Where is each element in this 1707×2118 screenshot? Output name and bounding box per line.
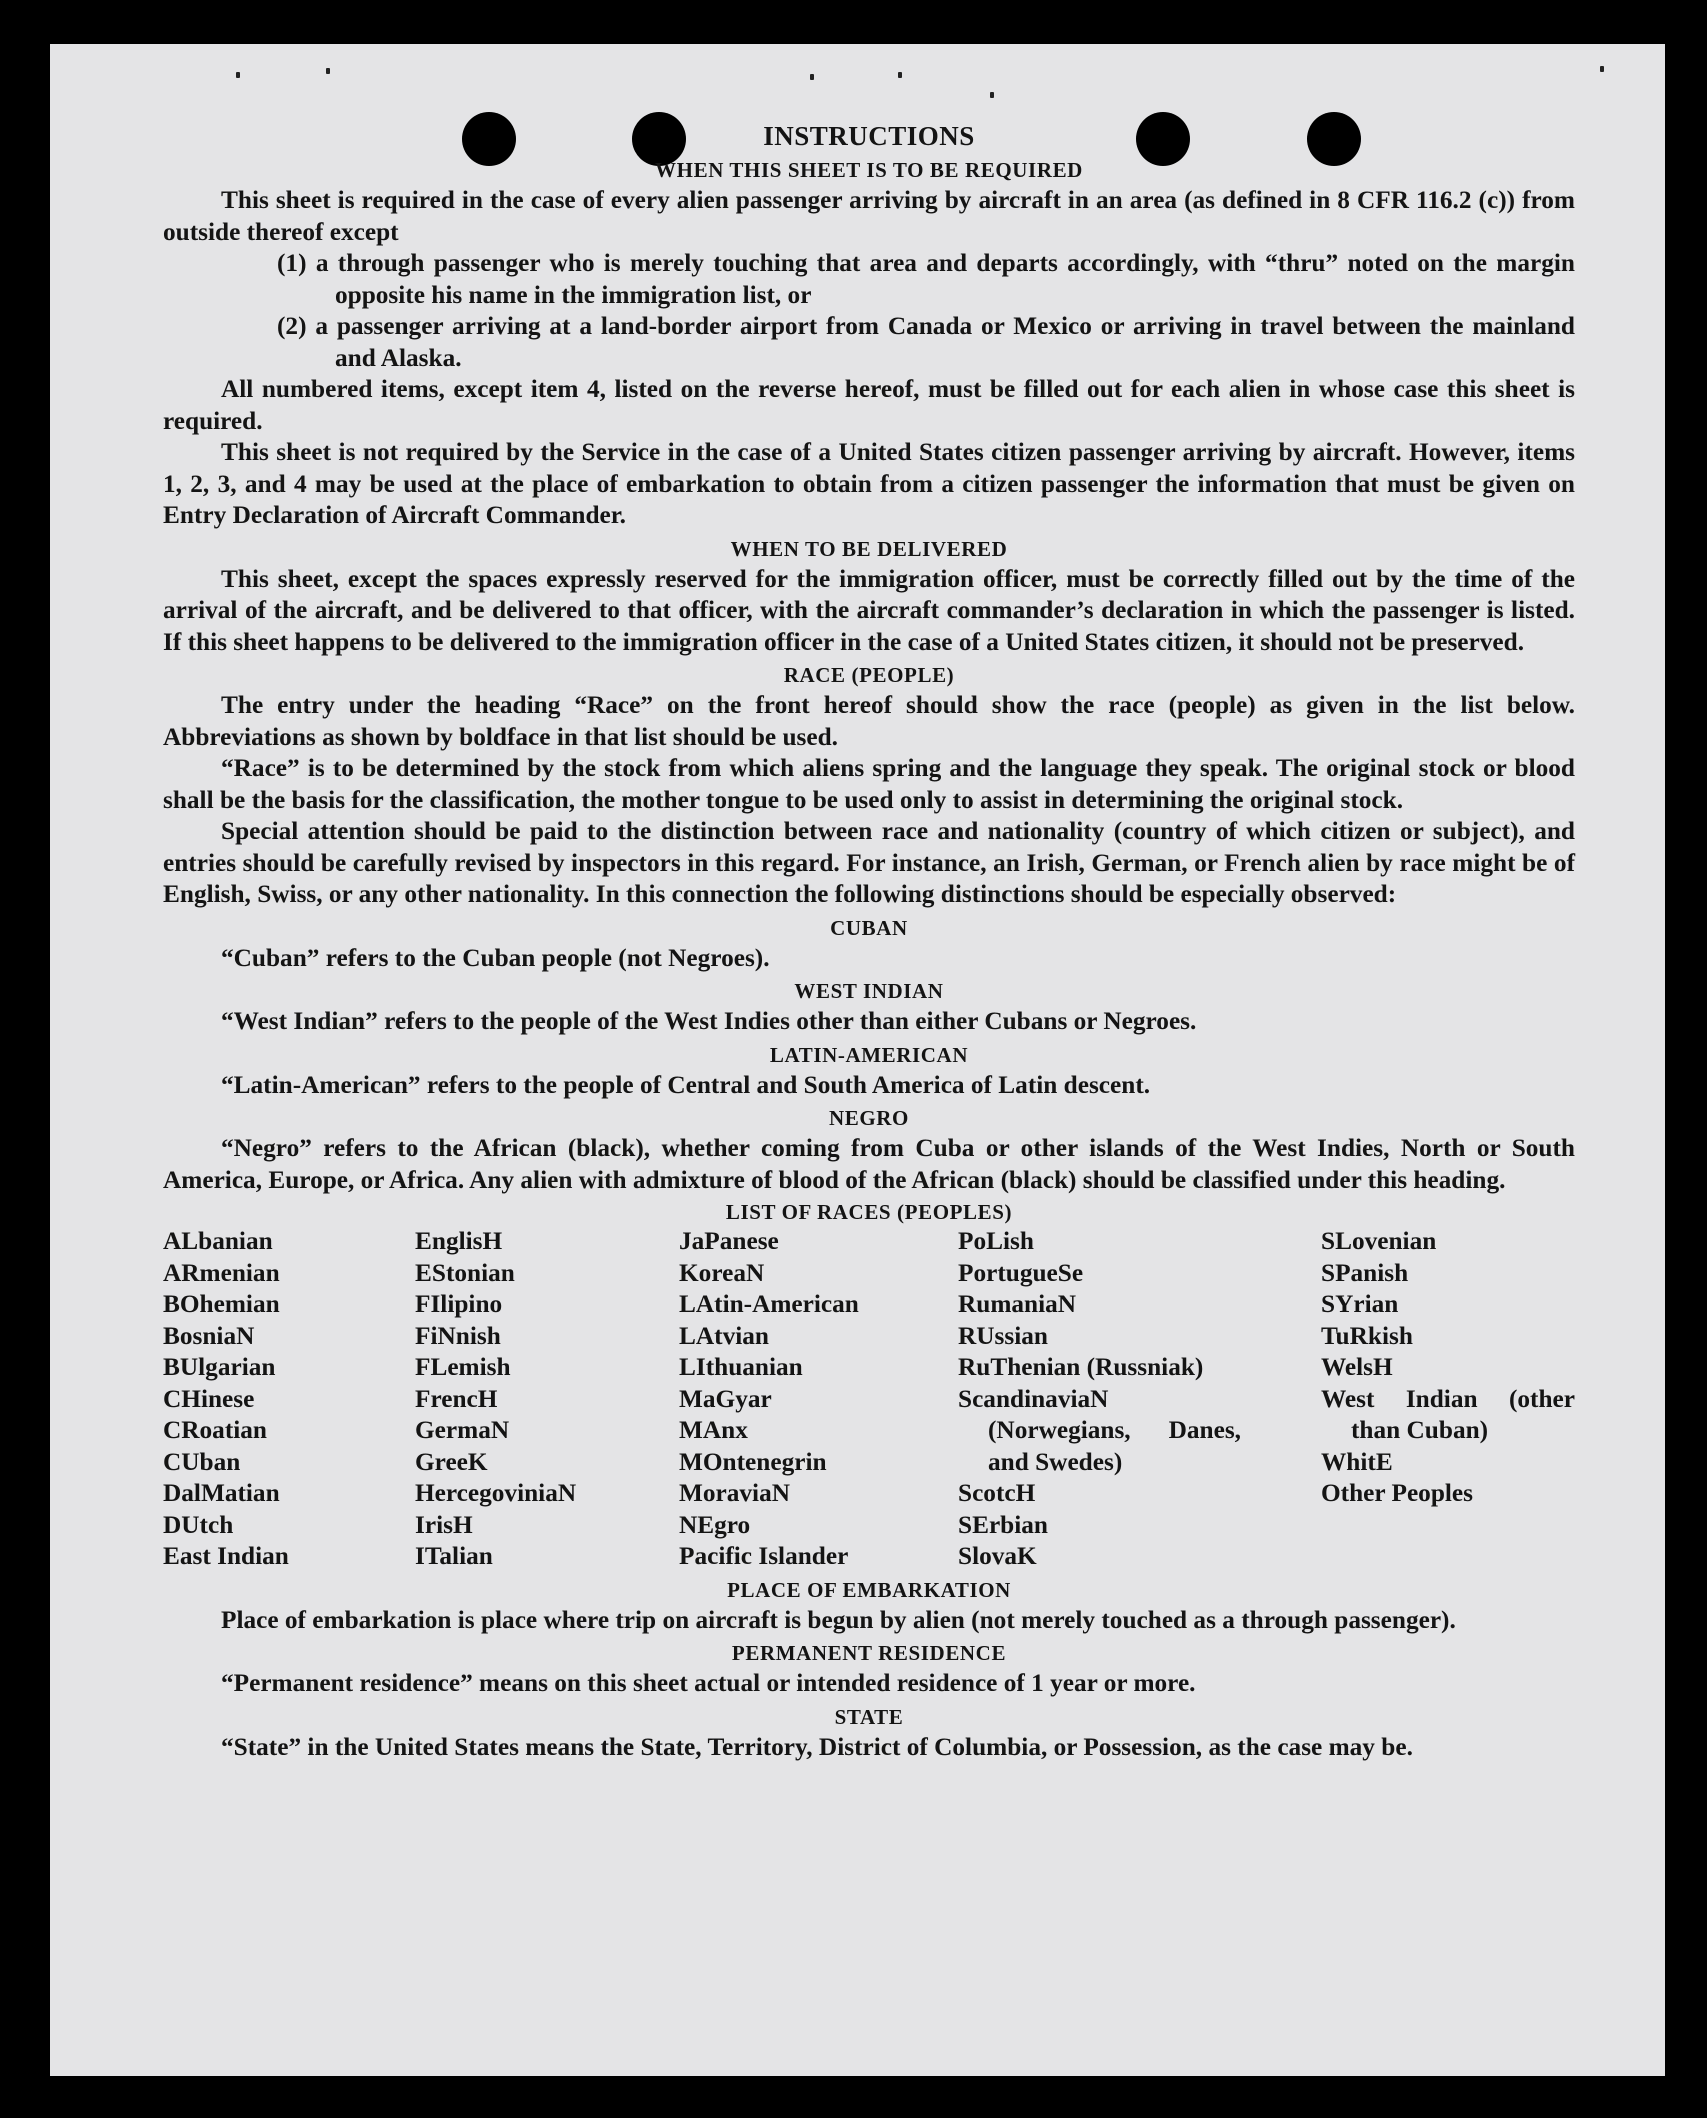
race-item: GermaN bbox=[415, 1416, 510, 1444]
race-item: ScandinaviaN (Norwegians, Danes, and Swedes) bbox=[958, 1384, 1241, 1476]
race-item: CUban bbox=[163, 1447, 241, 1476]
paragraph: “Negro” refers to the African (black), whether coming from Cuba or other islands of the West Indies, North or South America, Europe, or Africa. Any alien with admixture of blood of the African (black) should be classified under this heading. bbox=[163, 1134, 1575, 1194]
section-heading: WHEN THIS SHEET IS TO BE REQUIRED bbox=[655, 158, 1083, 182]
race-item: EnglisH bbox=[415, 1227, 503, 1255]
race-item: West Indian (other than Cuban) bbox=[1321, 1384, 1575, 1444]
race-item: PortugueSe bbox=[958, 1258, 1084, 1287]
race-item: ITalian bbox=[415, 1542, 493, 1570]
speck-mark bbox=[898, 72, 902, 78]
race-item: TuRkish bbox=[1321, 1321, 1413, 1350]
race-item: CHinese bbox=[163, 1384, 255, 1413]
race-item: LIthuanian bbox=[679, 1353, 803, 1381]
document-page bbox=[50, 44, 1665, 2076]
paragraph: Special attention should be paid to the distinction between race and nationality (country of which citizen or subject), and entries should be carefully revised by inspectors in this regard. For instance, an Irish, German, or French alien by race might be of English, Swiss, or any other nationality. In this connection the following distinctions should be especially observed: bbox=[163, 817, 1575, 908]
paragraph: The entry under the heading “Race” on the front hereof should show the race (people) as given in the list below. Abbreviations as shown by boldface in that list should be used. bbox=[163, 691, 1575, 751]
race-item: JaPanese bbox=[679, 1227, 779, 1255]
race-item: RUssian bbox=[958, 1321, 1048, 1350]
section-heading: RACE (PEOPLE) bbox=[783, 663, 955, 687]
paragraph: This sheet, except the spaces expressly reserved for the immigration officer, must be correctly filled out by the time of the arrival of the aircraft, and be delivered to that officer, with the aircraft commander’s declaration in which the passenger is listed. If this sheet happens to be delivered to the immigration officer in the case of a United States citizen, it should not be preserved. bbox=[163, 564, 1575, 656]
race-item: SLovenian bbox=[1321, 1227, 1437, 1255]
race-column bbox=[679, 1226, 958, 1573]
instructions-content bbox=[163, 119, 1575, 1763]
race-item: ALbanian bbox=[163, 1227, 273, 1255]
section-heading: NEGRO bbox=[828, 1106, 909, 1130]
race-item: WelsH bbox=[1321, 1353, 1393, 1381]
race-item: SErbian bbox=[958, 1510, 1048, 1539]
race-item: SYrian bbox=[1321, 1290, 1399, 1318]
section-heading: CUBAN bbox=[830, 915, 908, 940]
race-item: FiNnish bbox=[415, 1321, 501, 1350]
race-item: KoreaN bbox=[679, 1258, 765, 1287]
speck-mark bbox=[810, 74, 814, 80]
paragraph: Place of embarkation is place where trip on aircraft is begun by alien (not merely touched as a through passenger). bbox=[221, 1605, 1456, 1634]
paragraph: This sheet is not required by the Service in the case of a United States citizen passenger arriving by aircraft. However, items 1, 2, 3, and 4 may be used at the place of embarkation to obtain from a citizen passenger the information that must be given on Entry Declaration of Aircraft Commander. bbox=[163, 438, 1575, 529]
race-item: RumaniaN bbox=[958, 1290, 1077, 1318]
section-heading: STATE bbox=[834, 1704, 904, 1729]
paragraph: “Permanent residence” means on this sheet actual or intended residence of 1 year or more. bbox=[221, 1669, 1196, 1697]
race-item: FrencH bbox=[415, 1384, 498, 1413]
race-item: DUtch bbox=[163, 1510, 234, 1539]
race-item: HercegoviniaN bbox=[415, 1479, 577, 1507]
speck-mark bbox=[990, 92, 994, 98]
race-column bbox=[415, 1226, 679, 1573]
page-title: INSTRUCTIONS bbox=[763, 121, 975, 151]
paragraph: “State” in the United States means the State, Territory, District of Columbia, or Possession, as the case may be. bbox=[221, 1732, 1413, 1761]
section-heading: LATIN-AMERICAN bbox=[769, 1042, 969, 1067]
race-item: MAnx bbox=[679, 1416, 748, 1444]
race-item: East Indian bbox=[163, 1542, 289, 1570]
race-item: FIlipino bbox=[415, 1290, 503, 1318]
race-item: GreeK bbox=[415, 1447, 488, 1476]
race-item: Pacific Islander bbox=[679, 1542, 849, 1570]
race-item: BOhemian bbox=[163, 1290, 280, 1318]
paragraph: All numbered items, except item 4, listed on the reverse hereof, must be filled out for each alien in whose case this sheet is required. bbox=[163, 375, 1575, 435]
paragraph: This sheet is required in the case of every alien passenger arriving by aircraft in an area (as defined in 8 CFR 116.2 (c)) from outside thereof except bbox=[163, 186, 1575, 246]
race-item: DalMatian bbox=[163, 1479, 280, 1507]
race-item: MaGyar bbox=[679, 1384, 772, 1413]
race-item: FLemish bbox=[415, 1353, 511, 1381]
race-item: PoLish bbox=[958, 1227, 1034, 1255]
race-item: NEgro bbox=[679, 1510, 751, 1539]
race-item: SPanish bbox=[1321, 1258, 1409, 1287]
race-column bbox=[1321, 1226, 1575, 1573]
section-heading: PERMANENT RESIDENCE bbox=[731, 1641, 1007, 1665]
speck-mark bbox=[1600, 66, 1604, 72]
paragraph: “West Indian” refers to the people of the West Indies other than either Cubans or Negroes. bbox=[221, 1007, 1197, 1035]
speck-mark bbox=[326, 68, 330, 74]
section-heading: WEST INDIAN bbox=[794, 979, 944, 1003]
race-item: CRoatian bbox=[163, 1416, 268, 1444]
race-list bbox=[163, 1226, 1575, 1573]
race-item: EStonian bbox=[415, 1258, 515, 1287]
speck-mark bbox=[236, 72, 240, 78]
section-heading: LIST OF RACES (PEOPLES) bbox=[725, 1200, 1013, 1224]
race-item: IrisH bbox=[415, 1510, 473, 1539]
race-item: MOntenegrin bbox=[679, 1447, 827, 1476]
race-item: RuThenian (Russniak) bbox=[958, 1353, 1204, 1381]
section-heading: PLACE OF EMBARKATION bbox=[727, 1577, 1011, 1602]
race-item: MoraviaN bbox=[679, 1479, 790, 1507]
race-item: WhitE bbox=[1321, 1447, 1393, 1476]
exception-item: (2) a passenger arriving at a land-border airport from Canada or Mexico or arriving in travel between the mainland and Alaska. bbox=[277, 312, 1575, 372]
race-item: ScotcH bbox=[958, 1479, 1036, 1507]
section-heading: WHEN TO BE DELIVERED bbox=[730, 536, 1008, 561]
race-item: ARmenian bbox=[163, 1258, 280, 1287]
race-column bbox=[958, 1226, 1241, 1573]
race-item: BUlgarian bbox=[163, 1353, 276, 1381]
race-item: BosniaN bbox=[163, 1321, 255, 1350]
paragraph: “Race” is to be determined by the stock from which aliens spring and the language they speak. The original stock or blood shall be the basis for the classification, the mother tongue to be used only to assist in determining the original stock. bbox=[163, 754, 1575, 814]
race-item: SlovaK bbox=[958, 1542, 1037, 1570]
race-column bbox=[163, 1226, 415, 1573]
race-item: LAtin-American bbox=[679, 1290, 859, 1318]
race-item: Other Peoples bbox=[1321, 1479, 1473, 1507]
race-item: LAtvian bbox=[679, 1321, 769, 1350]
paragraph: “Latin-American” refers to the people of Central and South America of Latin descent. bbox=[221, 1070, 1151, 1099]
paragraph: “Cuban” refers to the Cuban people (not Negroes). bbox=[221, 943, 770, 972]
exception-item: (1) a through passenger who is merely touching that area and departs accordingly, with “thru” noted on the margin opposite his name in the immigration list, or bbox=[277, 249, 1575, 309]
